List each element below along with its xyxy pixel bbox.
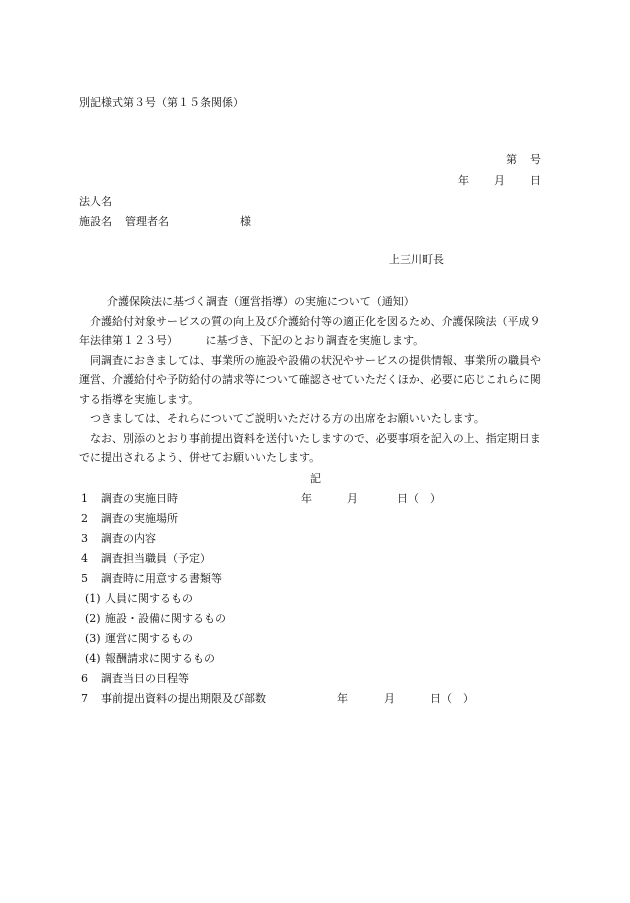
date-month: 月 [494, 174, 505, 187]
ki-heading: 記 [310, 472, 321, 485]
item-text: 調査の実施日時 [101, 492, 178, 505]
item-date-month: 月 [347, 492, 358, 505]
recipient-corp: 法人名 [79, 195, 112, 208]
list-item [79, 629, 559, 649]
item-number: (4) [85, 652, 101, 665]
paragraph-3: つきましては、それらについてご説明いただける方の出席をお願いいたします。 [90, 412, 485, 425]
doc-number-dai: 第 [506, 153, 517, 166]
subject-line: 介護保険法に基づく調査（運営指導）の実施について（通知） [107, 295, 415, 308]
item-text: 調査時に用意する書類等 [101, 572, 222, 585]
list-item [79, 689, 559, 709]
item-number: 4 [81, 552, 88, 565]
item-text: 報酬請求に関するもの [105, 652, 215, 665]
list-item [79, 549, 559, 569]
item-number: 6 [81, 672, 88, 685]
list-item [79, 529, 559, 549]
item-number: (3) [85, 632, 101, 645]
date-day: 日 [530, 174, 541, 187]
list-item [79, 509, 559, 529]
item-date-year: 年 [301, 492, 312, 505]
item-number: 3 [81, 532, 88, 545]
item-list [79, 489, 559, 709]
item-text: 調査の実施場所 [101, 512, 178, 525]
item-date-month: 月 [384, 692, 395, 705]
list-item [79, 569, 559, 589]
letter-body [79, 292, 551, 468]
item-text: 運営に関するもの [105, 632, 193, 645]
paragraph-1: 介護給付対象サービスの質の向上及び介護給付等の適正化を図るため、介護保険法（平成９年法律第１２３号） に基づき、下記のとおり調査を実施します。 [79, 314, 541, 347]
item-text: 人員に関するもの [105, 592, 193, 605]
item-text: 事前提出資料の提出期限及び部数 [101, 692, 266, 705]
recipient-facility: 施設名 [79, 215, 112, 228]
item-number: 7 [81, 692, 88, 705]
item-text: 調査当日の日程等 [101, 672, 189, 685]
paragraph-4: なお、別添のとおり事前提出資料を送付いたしますので、必要事項を記入の上、指定期日までに提出されるよう、併せてお願いいたします。 [79, 431, 541, 464]
item-date-day: 日（ ） [397, 492, 441, 505]
item-number: 1 [81, 492, 88, 505]
list-item [79, 649, 559, 669]
item-number: (2) [85, 612, 101, 625]
sender: 上三川町長 [389, 253, 444, 266]
item-date-year: 年 [337, 692, 348, 705]
item-date-day: 日（ ） [430, 692, 474, 705]
list-item [79, 589, 559, 609]
list-item [79, 489, 559, 509]
recipient-honorific: 様 [240, 215, 251, 228]
recipient-manager: 管理者名 [125, 215, 169, 228]
item-number: 5 [81, 572, 88, 585]
item-number: 2 [81, 512, 88, 525]
doc-number-gou: 号 [530, 153, 541, 166]
item-text: 調査担当職員（予定） [101, 552, 211, 565]
item-text: 調査の内容 [101, 532, 156, 545]
list-item [79, 609, 559, 629]
item-text: 施設・設備に関するもの [105, 612, 226, 625]
list-item [79, 669, 559, 689]
form-label: 別記様式第３号（第１５条関係） [79, 96, 244, 109]
item-number: (1) [85, 592, 101, 605]
paragraph-2: 同調査におきましては、事業所の施設や設備の状況やサービスの提供情報、事業所の職員や運営、介護給付や予防給付の請求等について確認させていただくほか、必要に応じこれらに関する指導を実施します。 [79, 353, 541, 406]
date-year: 年 [458, 174, 469, 187]
